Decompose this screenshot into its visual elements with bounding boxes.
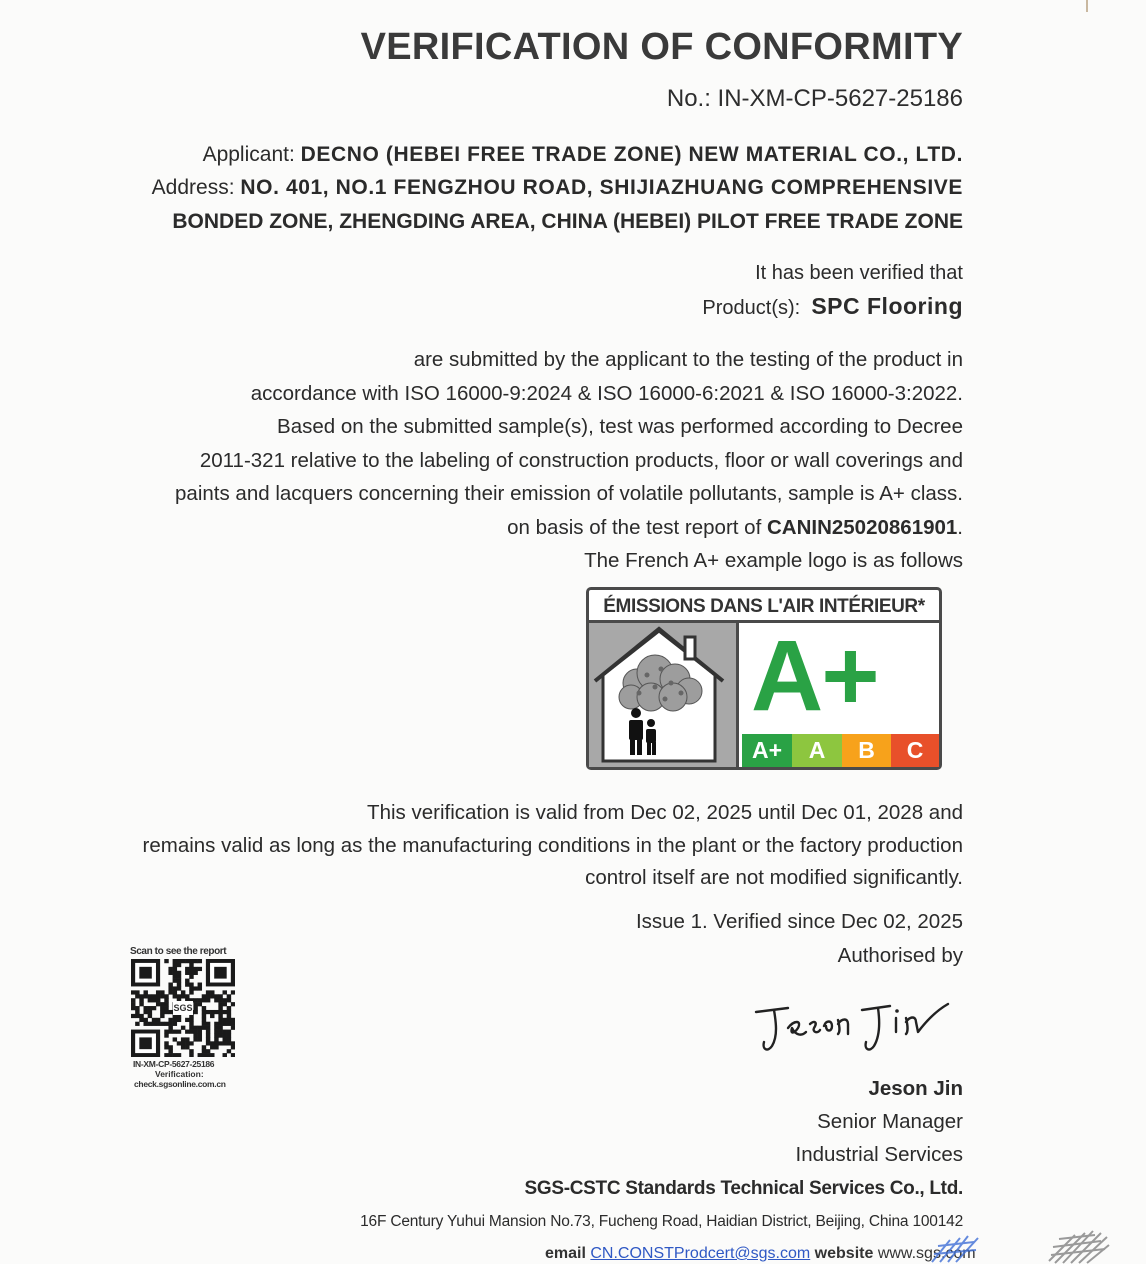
issue-line: Issue 1. Verified since Dec 02, 2025 (635, 910, 963, 933)
address-value-1: NO. 401, NO.1 FENGZHOU ROAD, SHIJIAZHUANG COMPREHENSIVE (240, 176, 963, 199)
applicant-label: Applicant: (202, 143, 295, 166)
report-number: CANIN25020861901 (766, 515, 958, 539)
applicant-name: DECNO (HEBEI FREE TRADE ZONE) NEW MATERIAL CO., LTD. (300, 143, 963, 166)
document-title: VERIFICATION OF CONFORMITY (360, 26, 963, 68)
validity-line: control itself are not modified significantly. (585, 866, 963, 889)
house-icon (589, 623, 736, 767)
class-c: C (891, 734, 939, 767)
body-line: paints and lacquers concerning their emission of volatile pollutants, sample is A+ class. (175, 482, 963, 505)
verified-intro: It has been verified that (755, 262, 963, 284)
body-line: 2011-321 relative to the labeling of construction products, floor or wall coverings and (199, 448, 963, 472)
paper-fold-mark (1086, 0, 1088, 12)
handwritten-signature (748, 992, 963, 1057)
validity-line: remains valid as long as the manufacturing conditions in the plant or the factory production (142, 833, 963, 857)
qr-scan-label: Scan to see the report (130, 946, 227, 957)
class-scale (742, 734, 939, 767)
stamp-mark (1045, 1225, 1111, 1264)
qr-logo-text: SGS (173, 1003, 193, 1013)
website-link[interactable]: www.sgs.com (877, 1245, 976, 1262)
validity-line: This verification is valid from Dec 02, 2025 until Dec 01, 2028 and (367, 801, 963, 824)
qr-certificate-id: IN-XM-CP-5627-25186 (133, 1059, 215, 1069)
report-line: on basis of the test report of CANIN25020861901. (507, 515, 963, 539)
class-a-plus: A+ (742, 734, 792, 767)
signatory-name: Jeson Jin (868, 1077, 963, 1100)
contact-line (545, 1245, 976, 1263)
product-line (702, 293, 963, 320)
class-b: B (842, 734, 891, 767)
signatory-department: Industrial Services (795, 1143, 963, 1166)
qr-verification-label: Verification: (155, 1069, 204, 1079)
email-link[interactable]: CN.CONSTProdcert@sgs.com (590, 1245, 811, 1262)
email-label: email (545, 1245, 586, 1262)
stamp-mark (928, 1232, 984, 1264)
qr-verification-url: check.sgsonline.com.cn (134, 1079, 226, 1089)
class-a: A (792, 734, 842, 767)
validity-statement (143, 797, 963, 895)
emission-class-logo (586, 587, 942, 770)
applicant-line (203, 143, 963, 167)
authorised-by: Authorised by (837, 944, 963, 967)
logo-intro: The French A+ example logo is as follows (584, 549, 963, 572)
address-label: Address: (151, 176, 235, 199)
company-name: SGS-CSTC Standards Technical Services Co., Ltd. (524, 1178, 963, 1199)
logo-title: ÉMISSIONS DANS L'AIR INTÉRIEUR* (589, 590, 939, 623)
verification-body (175, 343, 963, 578)
certificate-number: No.: IN-XM-CP-5627-25186 (666, 85, 963, 112)
grade-label: A+ (751, 620, 878, 732)
signatory-title: Senior Manager (817, 1110, 963, 1133)
website-label: website (814, 1245, 874, 1262)
product-label: Product(s): (702, 297, 801, 319)
house-pictogram (589, 623, 739, 767)
company-address: 16F Century Yuhui Mansion No.73, Fucheng Road, Haidian District, Beijing, China 100142 (360, 1213, 963, 1230)
product-value: SPC Flooring (811, 293, 963, 319)
body-line: Based on the submitted sample(s), test was performed according to Decree (277, 415, 963, 438)
address-line-1 (152, 176, 963, 200)
qr-code[interactable] (131, 959, 235, 1057)
body-line: are submitted by the applicant to the testing of the product in (413, 348, 963, 371)
body-line: accordance with ISO 16000-9:2024 & ISO 16000-6:2021 & ISO 16000-3:2022. (250, 381, 963, 405)
address-line-2: BONDED ZONE, ZHENGDING AREA, CHINA (HEBEI) PILOT FREE TRADE ZONE (172, 210, 963, 233)
